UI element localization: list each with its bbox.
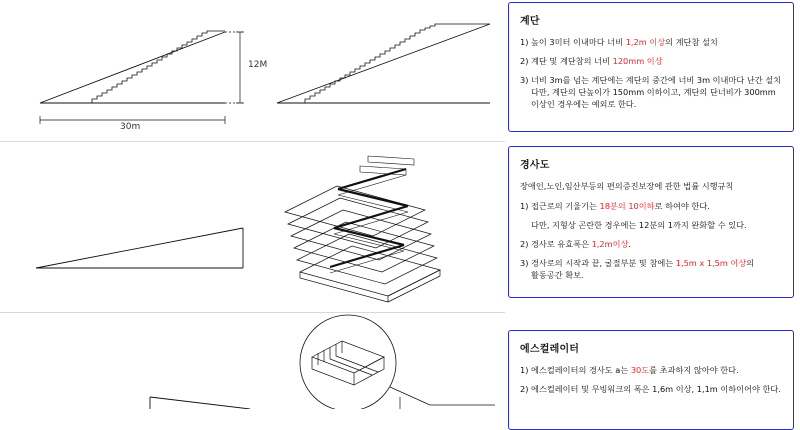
highlight-fragment: 18분의 10이하 <box>599 201 655 212</box>
text-fragment: 다만, 지형상 곤란한 경우에는 12분의 1까지 완화할 수 있다. <box>531 219 747 230</box>
text-fragment: 다만, 계단의 단높이가 150mm 이하이고, 계단의 단너비가 300mm <box>531 86 776 97</box>
highlight-fragment: 120mm 이상 <box>612 55 663 66</box>
ramp-row <box>0 142 505 312</box>
text-fragment: 활동공간 확보. <box>531 269 584 280</box>
panel-stairs-title: 계단 <box>520 16 540 27</box>
text-fragment: 로 하여야 한다. <box>654 201 710 212</box>
panel-escalator-item-1 <box>520 365 782 377</box>
stair-run-dimension: 30m <box>120 122 141 132</box>
text-fragment: 를 초과하지 않아야 한다. <box>649 365 739 375</box>
text-fragment: 2) 에스컬레이터 및 무빙워크의 폭은 1,6m 이상, 1,1m 이하이어야 한다. <box>520 383 781 394</box>
highlight-fragment: 30도 <box>630 365 650 375</box>
text-fragment: 3) 경사로의 시작과 끝, 굴절부분 및 참에는 <box>520 257 676 268</box>
stair-height-dimension: 12M <box>248 60 268 70</box>
highlight-fragment: 1,5m x 1,5m 이상 <box>675 257 747 268</box>
panel-ramp-item-2 <box>520 239 782 251</box>
panel-ramp-item-1-note <box>520 220 782 232</box>
text-fragment: 의 <box>746 257 755 268</box>
panel-ramp <box>508 146 794 298</box>
panel-stairs-item-2 <box>520 56 782 68</box>
highlight-fragment: 1,2m 이상 <box>625 37 666 47</box>
text-fragment: . <box>628 238 632 249</box>
text-fragment: 3) 너비 3m를 넘는 계단에는 계단의 중간에 너비 3m 이내마다 난간 설치 <box>520 74 782 85</box>
panel-stairs-item-1 <box>520 37 782 49</box>
text-fragment: 1) 에스컬레이터의 경사도 a는 <box>520 365 631 375</box>
escalator-row <box>0 313 505 409</box>
panel-ramp-title: 경사도 <box>520 160 550 171</box>
panel-escalator <box>508 330 794 430</box>
text-fragment: 1) 접근로의 기울기는 <box>520 201 600 212</box>
text-fragment: 2) 계단 및 계단참의 너비 <box>520 55 613 66</box>
panel-escalator-item-2 <box>520 384 782 396</box>
panel-stairs <box>508 2 794 132</box>
panel-escalator-title: 에스컬레이터 <box>520 344 580 355</box>
text-fragment: 2) 경사로 유효폭은 <box>520 238 592 249</box>
panel-ramp-item-3 <box>520 258 782 282</box>
stairs-row <box>0 0 505 141</box>
highlight-fragment: 1,2m이상 <box>591 238 629 249</box>
panel-ramp-subtitle: 장애인,노인,임산부등의 편의증진보장에 관한 법률 시행규칙 <box>520 181 734 191</box>
text-fragment: 1) 높이 3미터 이내마다 너비 <box>520 37 626 47</box>
text-fragment: 이상인 경우에는 예외로 한다. <box>531 98 637 109</box>
panel-stairs-item-3 <box>520 75 782 111</box>
text-fragment: 의 계단참 설치 <box>665 37 718 47</box>
panel-ramp-item-1 <box>520 201 782 213</box>
